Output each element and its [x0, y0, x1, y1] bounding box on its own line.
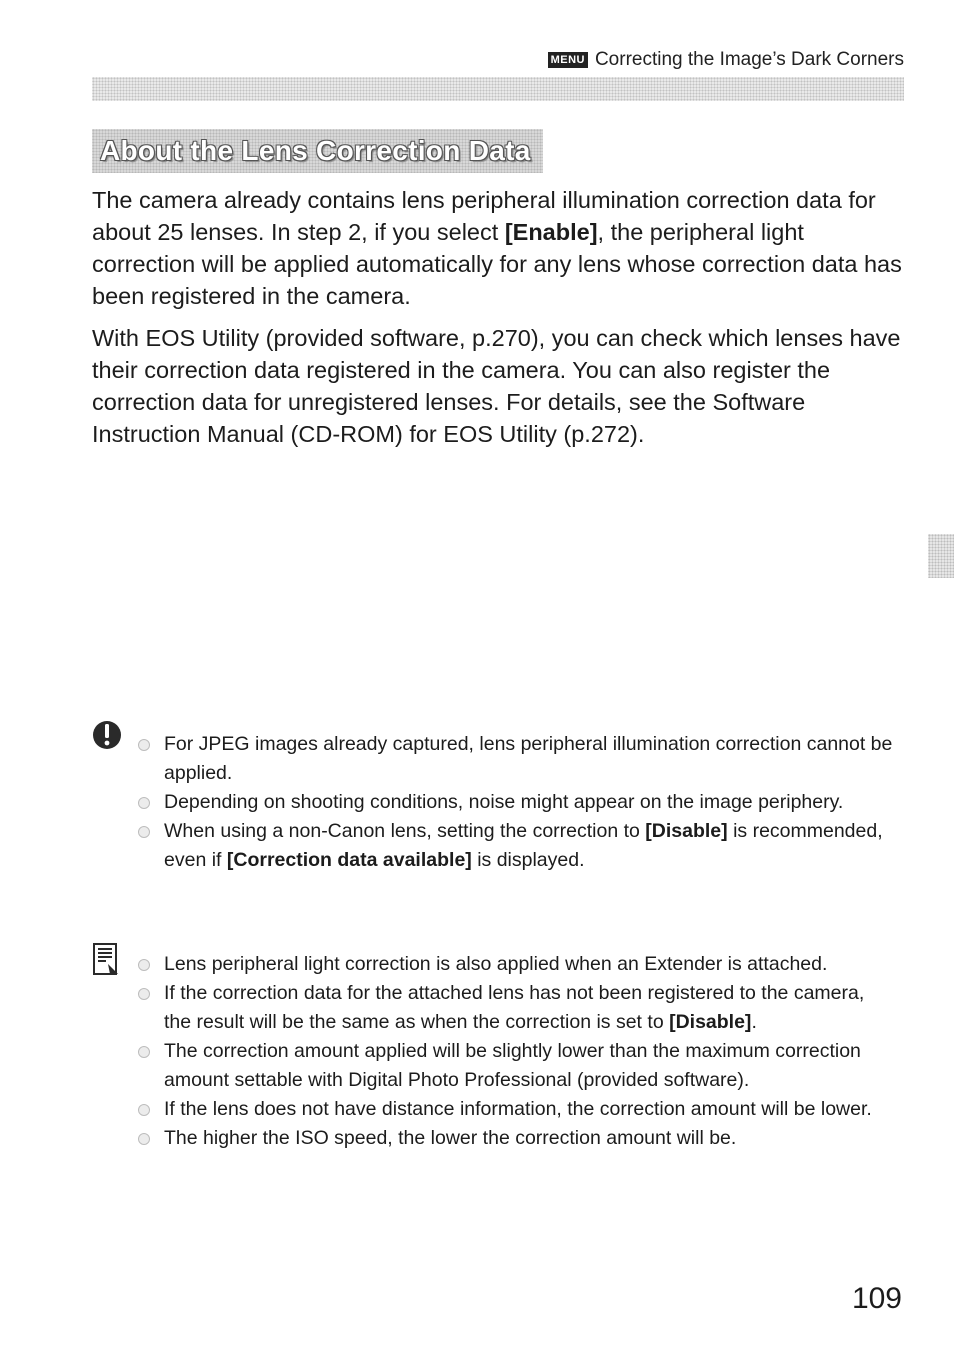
- body-paragraph-2: With EOS Utility (provided software, p.270), you can check which lenses have their correction data registered in the camera. You can also register the correction data for unregistered lenses. For details, see the Software Instruction Manual (CD-ROM) for EOS Utility (p.272).: [92, 325, 901, 447]
- header-band: [92, 77, 904, 101]
- section-heading: [92, 129, 543, 173]
- page-number: 109: [851, 1282, 902, 1315]
- bullet-icon: [138, 1104, 150, 1116]
- header-title: Correcting the Image’s Dark Corners: [594, 49, 904, 70]
- bullet-icon: [138, 826, 150, 838]
- bullet-icon: [138, 1133, 150, 1145]
- enable-option-label: [Enable]: [504, 219, 598, 245]
- list-item: The higher the ISO speed, the lower the correction amount will be.: [134, 1124, 894, 1153]
- section-heading-text: About the Lens Correction Data: [100, 135, 531, 166]
- bullet-icon: [138, 797, 150, 809]
- list-item: Depending on shooting conditions, noise might appear on the image periphery.: [134, 788, 894, 817]
- bullet-icon: [138, 1046, 150, 1058]
- list-item: Lens peripheral light correction is also applied when an Extender is attached.: [134, 950, 894, 979]
- note-icon: [92, 942, 120, 978]
- bullet-icon: [138, 739, 150, 751]
- list-item: The correction amount applied will be slightly lower than the maximum correction amount settable with Digital Photo Professional (provided software).: [134, 1037, 894, 1095]
- caution-icon: [90, 718, 124, 752]
- menu-badge: MENU: [548, 52, 588, 68]
- note-list: [134, 950, 894, 1153]
- list-item: When using a non-Canon lens, setting the correction to [Disable] is recommended, even if [Correction data available] is displayed.: [134, 817, 894, 875]
- bullet-icon: [138, 988, 150, 1000]
- page-header: [0, 46, 904, 74]
- chapter-side-tab: [928, 534, 954, 578]
- list-item: If the lens does not have distance information, the correction amount will be lower.: [134, 1095, 894, 1124]
- body-paragraph-1: The camera already contains lens peripheral illumination correction data for about 25 lenses. In step 2, if you select [Enable], the peripheral light correction will be applied automatically for any lens whose correction data has been registered in the camera.: [92, 187, 902, 309]
- list-item: For JPEG images already captured, lens peripheral illumination correction cannot be applied.: [134, 730, 894, 788]
- caution-list: [134, 730, 894, 875]
- bullet-icon: [138, 959, 150, 971]
- list-item: If the correction data for the attached lens has not been registered to the camera, the result will be the same as when the correction is set to [Disable].: [134, 979, 894, 1037]
